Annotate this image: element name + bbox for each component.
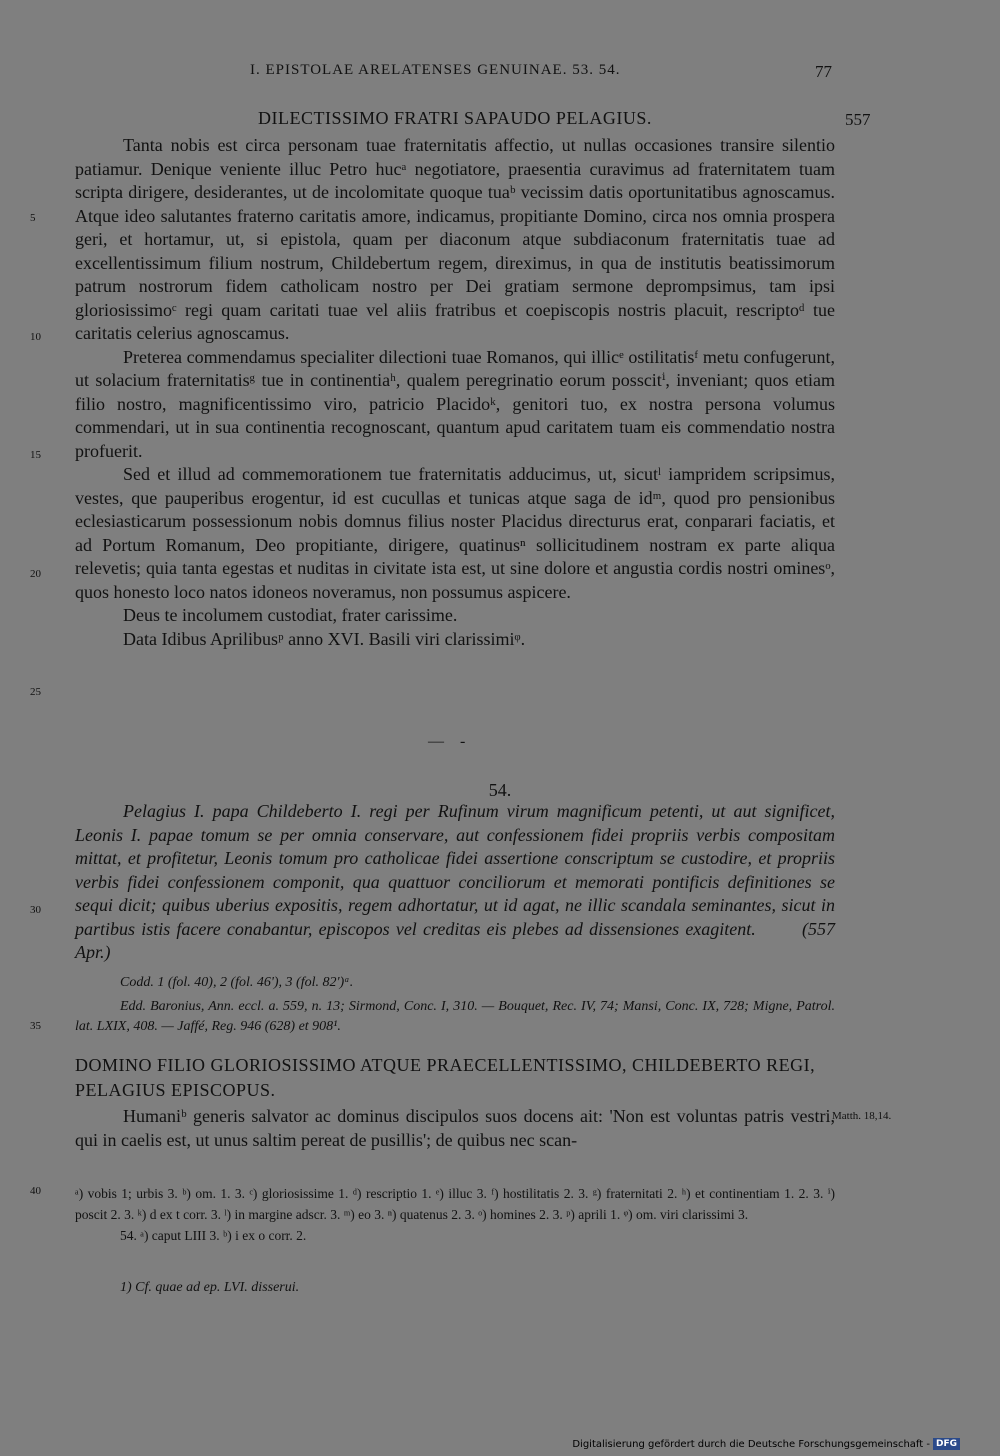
paragraph: Sed et illud ad commemorationem tue fraternitatis adducimus, ut, sicutˡ iampridem scripsimus, vestes, que pauperibus erogentur, id est cucullas et tunicas atque saga de idᵐ, quod pro pensionibus eclesiasticarum possessionum nobis domnus filius noster Placidus directurus erat, conparari faciatis, et ad Portum Romanum, Deo propitiante, dirigere, quatinusⁿ sollicitudinem nostram ex parte aliqua relevetis; quia tanta egestas et nuditas in civitate ista est, ut sine dolore et angustia cordis nostri ominesᵒ, quos honesto loco natos idoneos noveramus, non possumus aspicere. xyxy=(75,464,835,602)
digitization-credit xyxy=(572,1438,960,1450)
paragraph: Data Idibus Aprilibusᵖ anno XVI. Basili viri clarissimiᵠ. xyxy=(123,628,526,649)
line-number: 10 xyxy=(30,331,41,343)
regest-text: Pelagius I. papa Childeberto I. regi per Rufinum virum magnificum petenti, ut aut significet, Leonis I. papae tomum se per omnia conservare, aut confessionem fidei propriis verbis compositam mittat, et profitetur, Leonis tomum pro catholicae fidei assertione conscriptum se custodire, et propriis verbis fidei confessionem componit, qua quattuor conciliorum et memorati pontificis definitiones se sequi dicit; quibus uberius expositis, regem adhortatur, ut id agat, ne illic scandala seminantes, sicut in partibus istis facere conabantur, episcopos vel creditas eis plebes ad dissensiones exagitent. xyxy=(75,801,835,939)
letter-title-54: DOMINO FILIO GLORIOSISSIMO ATQUE PRAECELLENTISSIMO, CHILDEBERTO REGI, PELAGIUS EPISCOPUS. xyxy=(75,1055,816,1100)
page-number: 77 xyxy=(815,62,832,81)
line-number: 40 xyxy=(30,1185,41,1197)
line-number: 30 xyxy=(30,904,41,916)
codices: Codd. 1 (fol. 40), 2 (fol. 46'), 3 (fol. 82')ᵃ. xyxy=(120,975,354,990)
side-number: 557 xyxy=(845,110,871,129)
footnotes xyxy=(75,1183,835,1246)
section-separator: — - xyxy=(428,733,472,750)
paragraph: Deus te incolumem custodiat, frater carissime. xyxy=(123,605,458,625)
letter-title: DILECTISSIMO FRATRI SAPAUDO PELAGIUS. xyxy=(258,108,652,128)
line-number: 15 xyxy=(30,449,41,461)
paragraph: Tanta nobis est circa personam tuae fraternitatis affectio, ut nullas occasiones transire silentio patiamur. Denique veniente illuc Petro hucᵃ negotiatore, praesentia curavimus ad fraternitatem tuam scripta dirigere, desiderantes, ut de incolomitate quoque tuaᵇ vecissim datis oportunitatibus agnoscamus. Atque ideo salutantes fraterno caritatis amore, indicamus, propitiante Domino, circa nos omnia prospera geri, et hortamur, ut, si epistola, quam per diaconum atque subdiaconum fraternitatis tuae ad excellentissimum filium nostrum, Childebertum regem, direximus, in qua de institutis beatissimorum patrum nostrorum fidem catholicam nostro per Dei gratiam sermone deprompsimus, tam ipsi gloriosissimoᶜ regi quam caritati tuae vel aliis fratribus et coepiscopis nostris placuit, rescriptoᵈ tue caritatis celerius agnoscamus. xyxy=(75,135,835,343)
paragraph: Preterea commendamus specialiter dilectioni tuae Romanos, qui illicᵉ ostilitatisᶠ metu confugerunt, ut solacium fraternitatisᵍ tue in continentiaʰ, qualem peregrinatio eorum posscitⁱ, inveniant; quos etiam filio nostro, magnificentissimo viro, patricio Placidoᵏ, genitori tuo, ex nostra persona volumus commendari, ut in sua continentia recognoscant, quantum apud caritatem tuam eis commendatio nostra profuerit. xyxy=(75,346,835,461)
running-head: I. EPISTOLAE ARELATENSES GENUINAE. 53. 54. xyxy=(250,62,621,78)
line-number: 25 xyxy=(30,686,41,698)
letter-number: 54. xyxy=(488,780,512,800)
line-number: 5 xyxy=(30,212,36,224)
line-number: 20 xyxy=(30,568,41,580)
letter-54-body: Humaniᵇ generis salvator ac dominus discipulos suos docens ait: 'Non est voluntas patris vestri, qui in caelis est, ut unus saltim pereat de pusillis'; de quibus nec scan- xyxy=(75,1106,835,1150)
credit-text: Digitalisierung gefördert durch die Deutsche Forschungsgemeinschaft - xyxy=(572,1438,930,1450)
margin-reference: Matth. 18,14. xyxy=(832,1110,892,1122)
editions: Edd. Baronius, Ann. eccl. a. 559, n. 13; Sirmond, Conc. I, 310. — Bouquet, Rec. IV, 74; Mansi, Conc. IX, 728; Migne, Patrol. lat. LXIX, 408. — Jaffé, Reg. 946 (628) et 908¹. xyxy=(75,999,835,1034)
footnotes-54: 54. ᵃ) caput LIII 3. ᵇ) i ex o corr. 2. xyxy=(120,1228,307,1243)
line-number: 35 xyxy=(30,1020,41,1032)
letter-53-body xyxy=(75,134,835,651)
dfg-logo: DFG xyxy=(933,1438,960,1450)
footnote-1: 1) Cf. quae ad ep. LVI. disserui. xyxy=(120,1280,300,1295)
regest xyxy=(75,800,835,965)
footnotes-53: ᵃ) vobis 1; urbis 3. ᵇ) om. 1. 3. ᶜ) gloriosissime 1. ᵈ) rescriptio 1. ᵉ) illuc 3. ᶠ) hostilitatis 2. 3. ᵍ) fraternitati 2. ʰ) et continentiam 1. 2. 3. ⁱ) poscit 2. 3. ᵏ) d ex t corr. 3. ˡ) in margine adscr. 3. ᵐ) eo 3. ⁿ) quatenus 2. 3. ᵒ) homines 2. 3. ᵖ) aprili 1. ᵠ) om. viri clarissimi 3. xyxy=(75,1186,835,1222)
regest-date: (557 Apr.) xyxy=(75,918,835,962)
